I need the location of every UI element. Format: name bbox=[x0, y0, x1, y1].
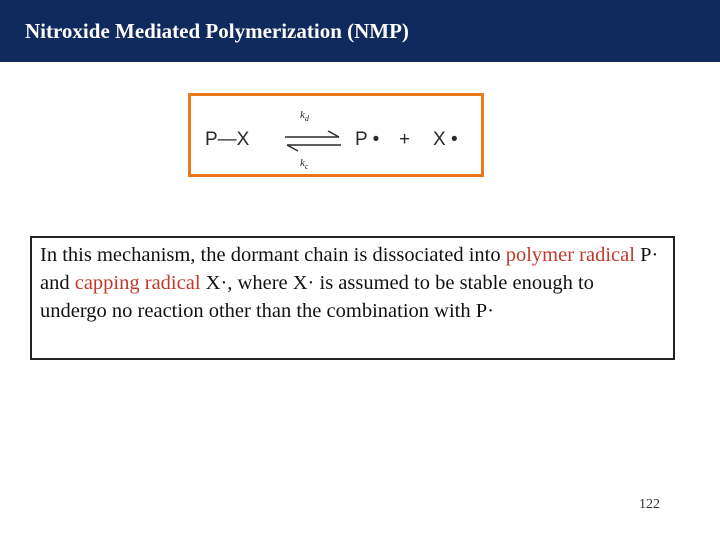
title-bar bbox=[0, 0, 720, 62]
description-box bbox=[30, 236, 675, 360]
highlight-polymer-radical: polymer radical bbox=[505, 244, 635, 266]
highlight-capping-radical: capping radical bbox=[74, 272, 201, 294]
rate-constant-reverse: $k_c$ bbox=[300, 157, 309, 172]
description-text: In this mechanism, the dormant chain is dissociated into polymer radical P· and capping radical X·, where X· is assumed to be stable enough to undergo no reaction other than the combination with P· bbox=[40, 244, 659, 322]
reactant-px: P—X bbox=[205, 129, 250, 150]
rate-constant-forward: $k_d$ bbox=[300, 109, 309, 124]
reaction-scheme-box bbox=[188, 93, 484, 177]
plus-sign: + bbox=[399, 129, 411, 150]
equilibrium-arrows-icon bbox=[283, 129, 343, 153]
page-number: 122 bbox=[639, 497, 660, 512]
slide-title: Nitroxide Mediated Polymerization (NMP) bbox=[25, 19, 409, 43]
product-p-radical: P • bbox=[355, 129, 380, 150]
product-x-radical: X • bbox=[433, 129, 458, 150]
